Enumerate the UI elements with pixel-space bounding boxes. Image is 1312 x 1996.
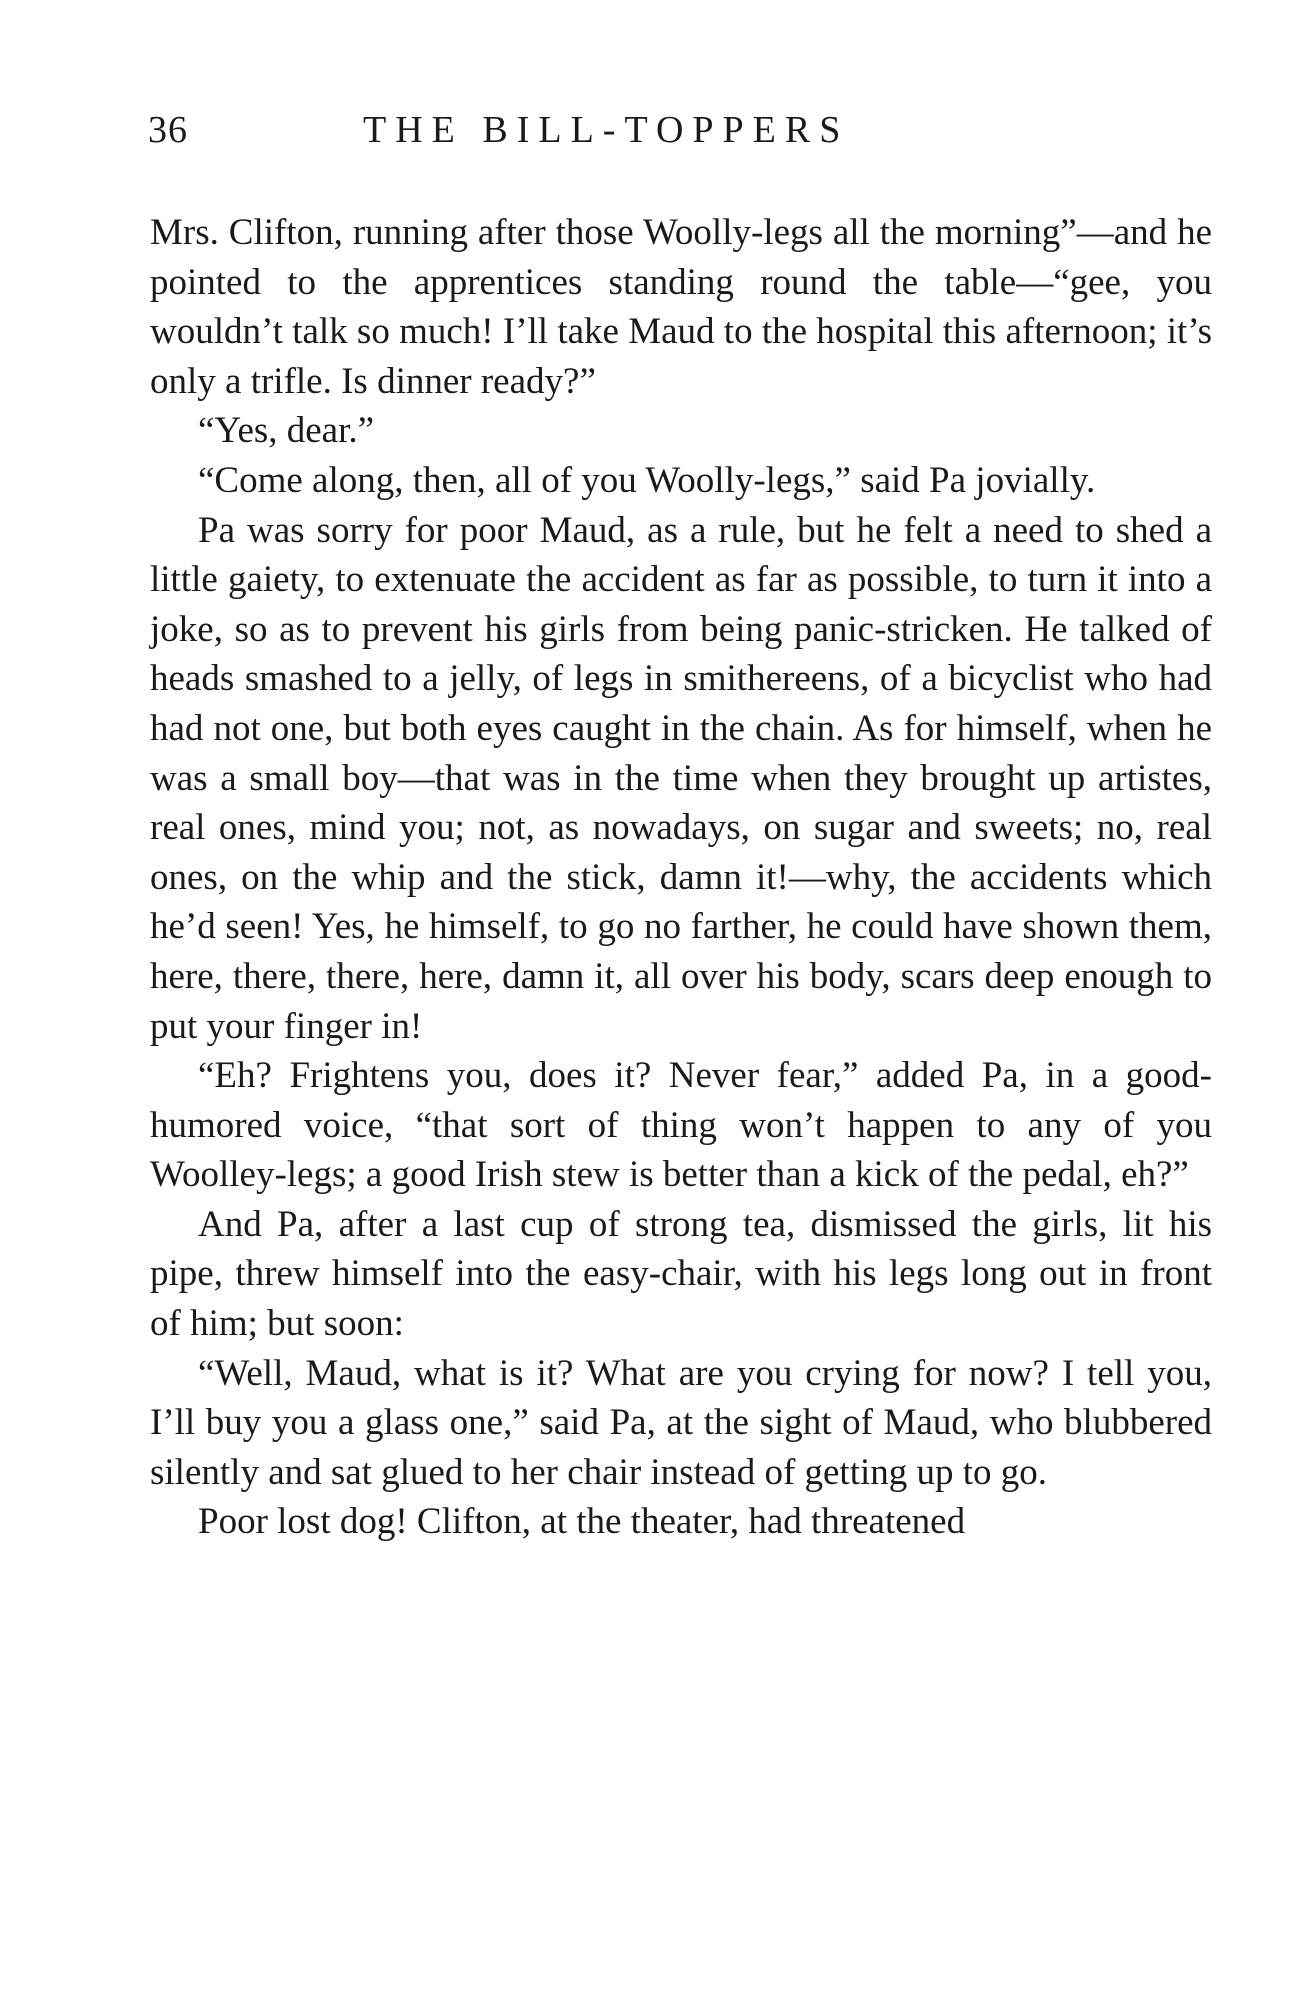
book-title: THE BILL-TOPPERS — [363, 109, 850, 151]
paragraph-continuation: Mrs. Clifton, running after those Woolly-legs all the morning”—and he pointed to the apprentices standing round the table—“gee, you wouldn’t talk so much! I’ll take Maud to the hospital this afternoon; it’s only a trifle. Is dinner ready?” — [150, 212, 1212, 402]
page-number: 36 — [148, 109, 188, 151]
paragraph: “Well, Maud, what is it? What are you crying for now? I tell you, I’ll buy you a glass one,” said Pa, at the sight of Maud, who blubbered silently and sat glued to her chair instead of getting up to go. — [150, 1352, 1212, 1493]
paragraph: “Come along, then, all of you Woolly-legs,” said Pa jovially. — [198, 459, 1096, 501]
paragraph: Poor lost dog! Clifton, at the theater, had threatened — [198, 1501, 966, 1543]
paragraph: Pa was sorry for poor Maud, as a rule, but he felt a need to shed a little gaiety, to extenuate the accident as far as possible, to turn it into a joke, so as to prevent his girls from being panic-stricken. He talked of heads smashed to a jelly, of legs in smithereens, of a bicyclist who had had not one, but both eyes caught in the chain. As for himself, when he was a small boy—that was in the time when they brought up artistes, real ones, mind you; not, as nowadays, on sugar and sweets; no, real ones, on the whip and the stick, damn it!—why, the accidents which he’d seen! Yes, he himself, to go no farther, he could have shown them, here, there, there, here, damn it, all over his body, scars deep enough to put your finger in! — [150, 509, 1212, 1047]
paragraph: “Eh? Frightens you, does it? Never fear,” added Pa, in a good-humored voice, “that sort of thing won’t happen to any of you Woolley-legs; a good Irish stew is better than a kick of the pedal, eh?” — [150, 1055, 1212, 1196]
paragraph: And Pa, after a last cup of strong tea, dismissed the girls, lit his pipe, threw himself into the easy-chair, with his legs long out in front of him; but soon: — [150, 1203, 1212, 1345]
paragraph: “Yes, dear.” — [198, 410, 375, 452]
running-head — [148, 108, 1208, 168]
body-text — [150, 208, 1212, 1547]
